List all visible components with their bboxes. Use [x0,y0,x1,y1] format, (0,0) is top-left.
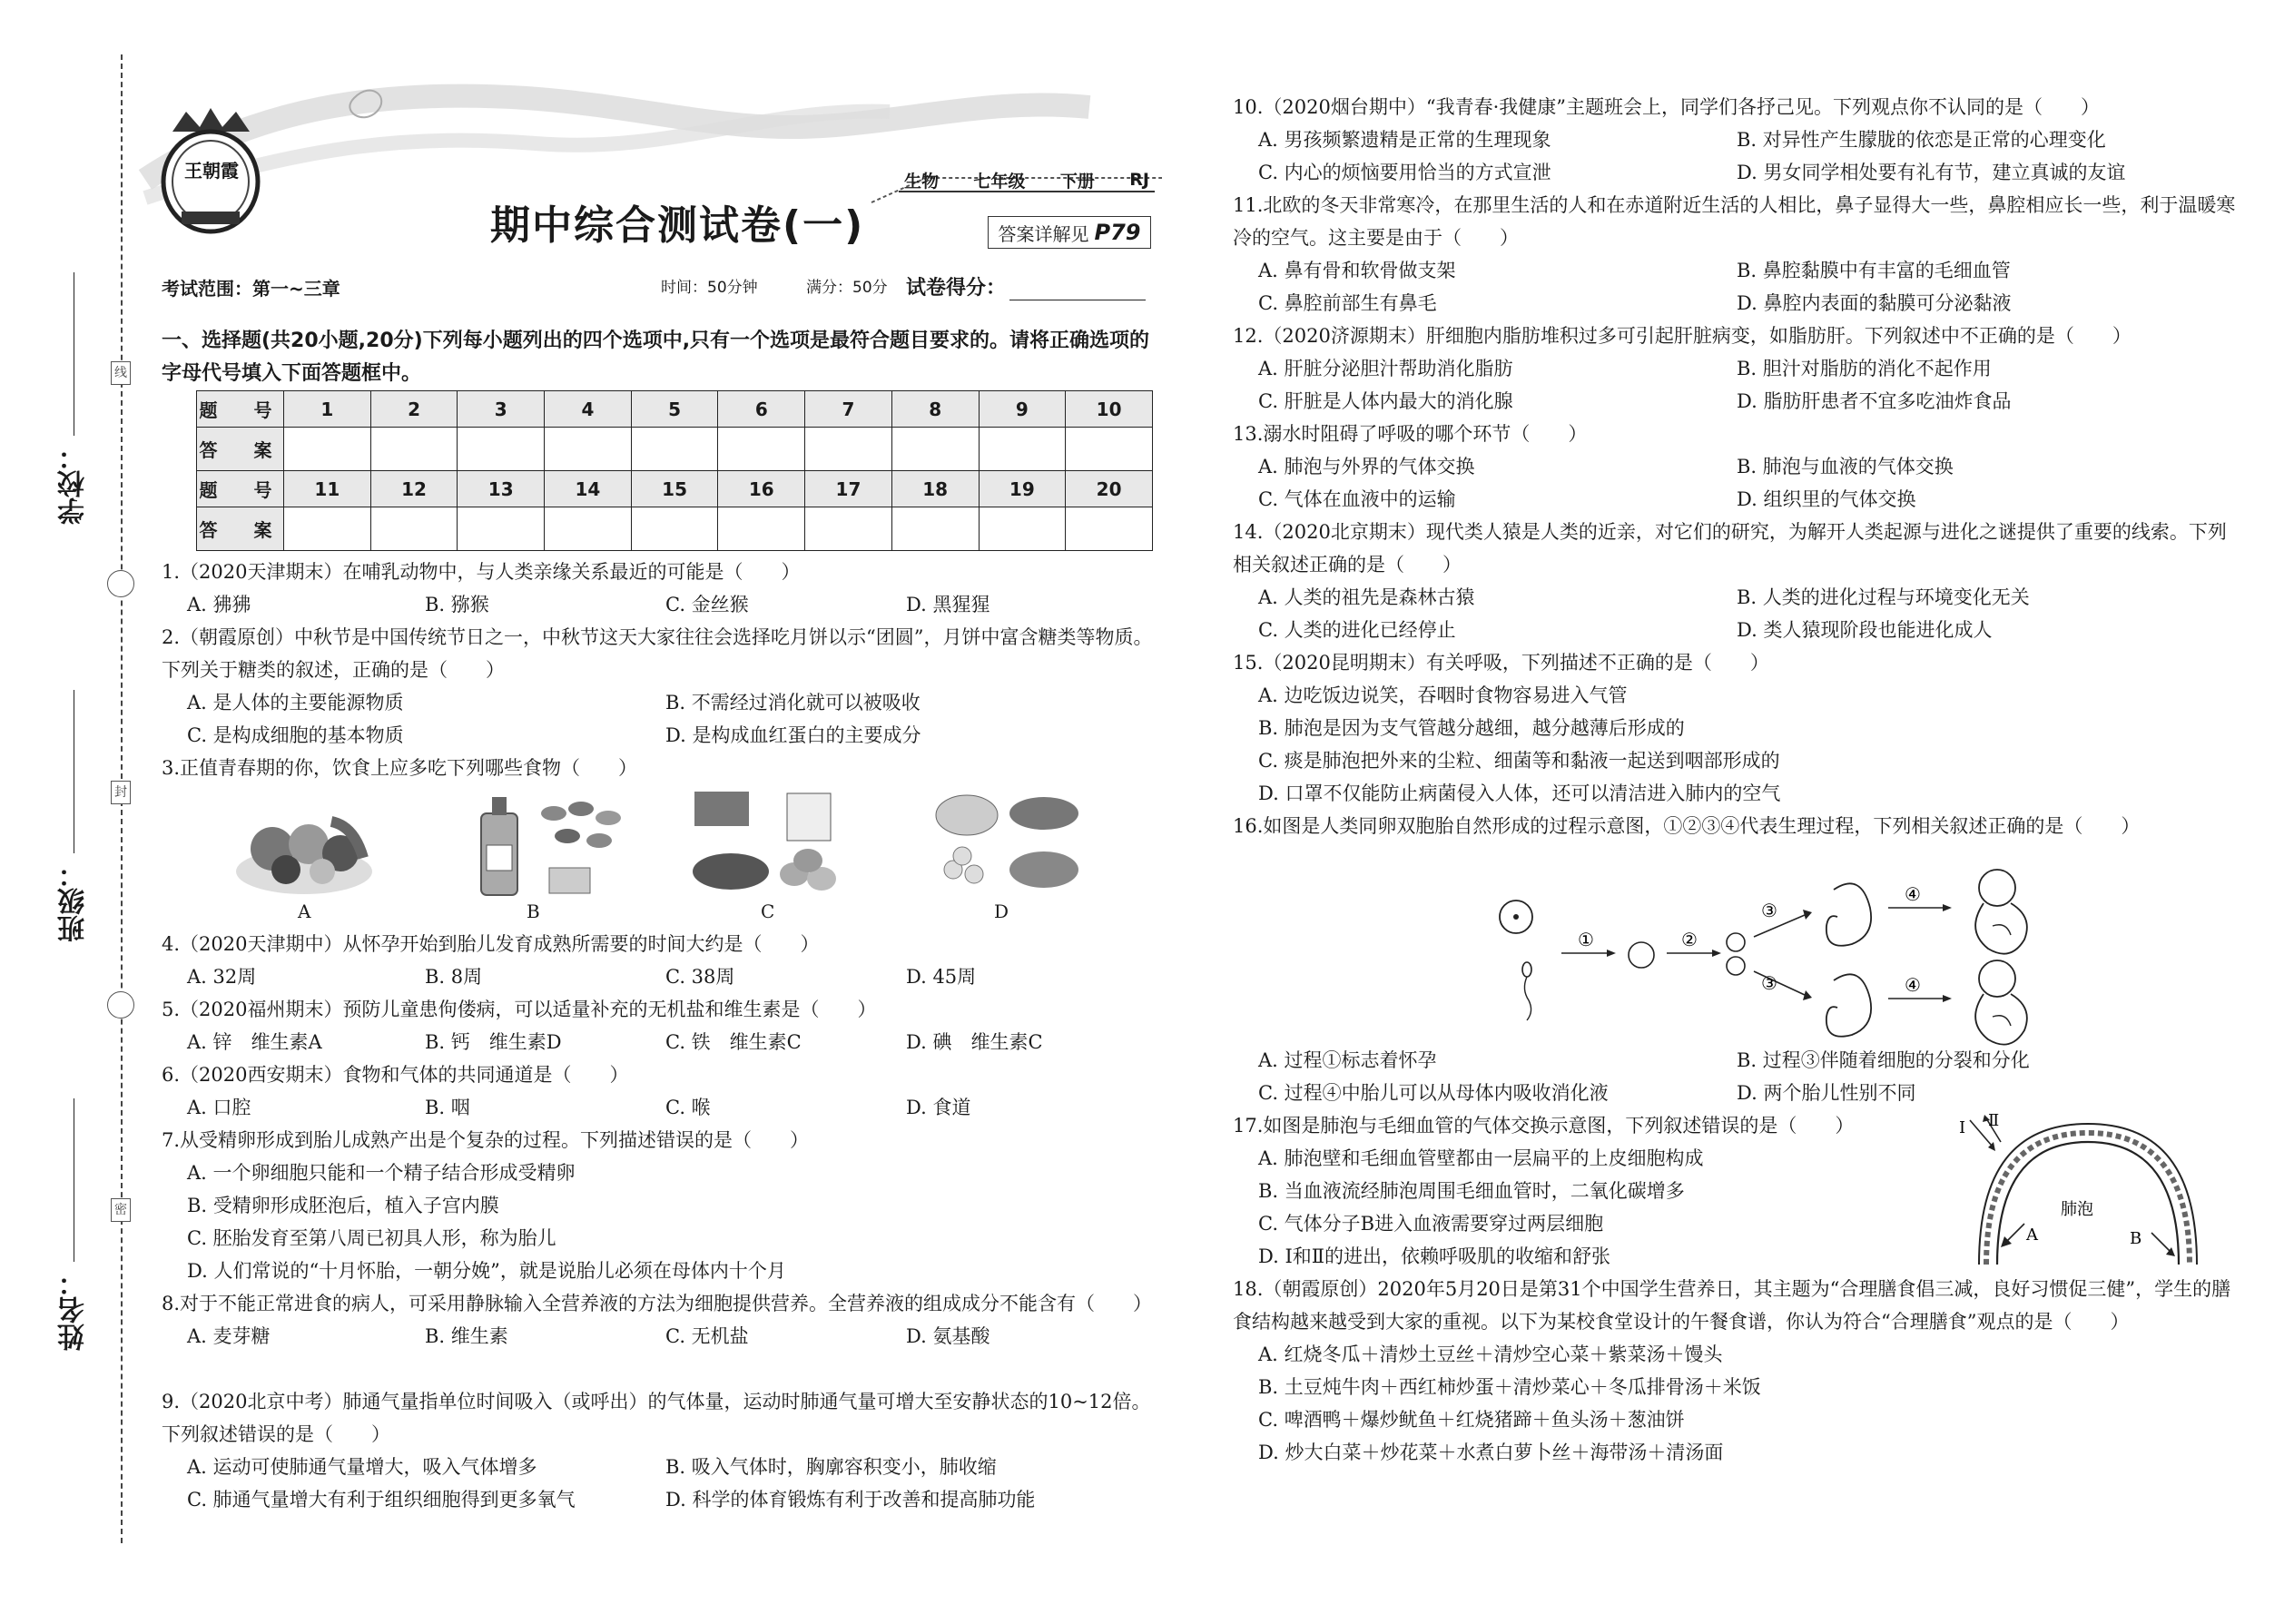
question-stem: 6.（2020西安期末）食物和气体的共同通道是（ ） [162,1064,629,1086]
question-stem: 1.（2020天津期末）在哺乳动物中，与人类亲缘关系最近的可能是（ ） [162,561,801,583]
question-options [162,1483,1156,1516]
question-6 [162,1058,1156,1124]
option-a[interactable]: A. 男孩频繁遗精是正常的生理现象 [1258,129,1551,151]
option-d[interactable]: D. 人们常说的“十月怀胎，一朝分娩”，就是说胎儿必须在母体内十个月 [187,1260,786,1282]
school-field[interactable] [54,272,109,525]
question-16 [1233,810,2236,842]
answer-grid-number: 4 [545,391,632,428]
name-input-line[interactable] [74,1098,75,1262]
question-options [1233,614,2236,646]
question-options [1233,1044,2236,1077]
option-a[interactable]: A. 人类的祖先是森林古猿 [1258,586,1475,608]
option-d[interactable]: D. 类人猿现阶段也能进化成人 [1737,619,1993,641]
answer-cell[interactable] [370,428,458,471]
answer-cell[interactable] [891,428,979,471]
question-options [1233,156,2236,189]
exam-score-field[interactable] [906,272,1146,300]
school-label: 学校： [58,443,90,525]
option-a[interactable]: A. 肝脏分泌胆汁帮助消化脂肪 [1258,358,1513,379]
option-d[interactable]: D. 黑猩猩 [906,594,990,615]
option-d[interactable]: D. 口罩不仅能防止病菌侵入人体，还可以清洁进入肺内的空气 [1258,782,1781,804]
food-label-a: A [298,901,311,922]
punch-hole-icon [107,570,134,597]
option-c[interactable]: C. 痰是肺泡把外来的尘粒、细菌等和黏液一起送到咽部形成的 [1258,750,1780,772]
fetus-upper [1975,870,2027,954]
capillary-outer [1979,1124,2197,1265]
question-10 [1233,91,2236,189]
option-c[interactable]: C. 鼻腔前部生有鼻毛 [1258,292,1437,314]
question-stem: 10.（2020烟台期中）“我青春·我健康”主题班会上，同学们各抒己见。下列观点你不认同的是（ ） [1233,96,2100,118]
answer-grid-label: 答 案 [197,428,284,471]
option-b[interactable]: B. 人类的进化过程与环境变化无关 [1737,586,2030,608]
option-b[interactable]: B. 受精卵形成胚泡后，植入子宫内膜 [187,1195,499,1216]
question-15 [1233,646,2236,810]
score-input-line[interactable] [1009,284,1146,300]
question-options [162,719,1156,752]
question-1 [162,556,1156,621]
option-d[interactable]: D. 鼻腔内表面的黏膜可分泌黏液 [1737,292,2012,314]
diagram-label-4-upper: ④ [1905,883,1921,905]
alveolus-capillary-diagram [1959,1111,2233,1269]
label-alveolus: 肺泡 [2061,1200,2093,1219]
class-label: 班级： [58,861,90,942]
answer-cell[interactable] [370,507,458,551]
punch-hole-icon [107,991,134,1019]
answer-grid-number: 6 [718,391,805,428]
meat-egg-milk-picture [685,788,849,899]
option-b[interactable]: B. 土豆炖牛肉＋西红柿炒蛋＋清炒菜心＋冬瓜排骨汤＋米饭 [1258,1376,1761,1398]
exam-scope: 考试范围：第一~三章 [162,278,340,300]
page-title: 期中综合测试卷(一) [490,202,865,249]
diagram-label-3-upper: ③ [1761,900,1777,921]
school-input-line[interactable] [74,272,75,436]
answer-cell[interactable] [458,428,545,471]
option-c[interactable]: C. 气体分子B进入血液需要穿过两层细胞 [1258,1213,1604,1235]
twin-formation-diagram [1489,862,2052,1044]
answer-grid-number: 11 [284,471,371,507]
option-d[interactable]: D. 碘 维生素C [906,1031,1043,1053]
answer-grid-number: 19 [979,471,1066,507]
margin-mark-feng: 封 [111,781,131,804]
embryo-upper [1826,883,1871,945]
option-c[interactable]: C. 喉 [665,1097,711,1118]
answer-cell[interactable] [718,507,805,551]
question-stem: 13.溺水时阻碍了呼吸的哪个环节（ ） [1233,423,1588,445]
question-options [1233,287,2236,320]
logo-text: 王朝霞 [184,160,239,182]
rice-and-tubers-picture [930,788,1085,899]
split-cell-upper [1727,933,1745,951]
option-a[interactable]: A. 红烧冬瓜＋清炒土豆丝＋清炒空心菜＋紫菜汤＋馒头 [1258,1343,1723,1365]
answer-cell[interactable] [1066,507,1153,551]
option-c[interactable]: C. 内心的烦恼要用恰当的方式宣泄 [1258,162,1551,183]
option-a[interactable]: A. 边吃饭边说笑，吞咽时食物容易进入气管 [1258,684,1628,706]
answer-cell[interactable] [284,507,371,551]
question-4 [162,928,1156,993]
answer-ref-label: 答案详解见 [998,222,1089,245]
score-label: 试卷得分： [906,277,1007,300]
question-options [1233,254,2236,287]
food-label-c: C [761,901,775,922]
label-roman-1: Ⅰ [1959,1118,1966,1137]
answer-grid-number: 12 [370,471,458,507]
option-b[interactable]: B. 咽 [425,1097,470,1118]
option-d[interactable]: D. 炒大白菜＋炒花菜＋水煮白萝卜丝＋海带汤＋清汤面 [1258,1442,1724,1463]
capillary-blood [1986,1133,2190,1265]
option-b[interactable]: B. 钙 维生素D [425,1031,562,1053]
food-label-b: B [527,901,540,922]
oil-and-nuts-picture [472,786,635,899]
fruit-picture [231,799,377,899]
question-stem: 4.（2020天津期中）从怀孕开始到胎儿发育成熟所需要的时间大约是（ ） [162,933,820,955]
answer-cell[interactable] [891,507,979,551]
option-a[interactable]: A. 过程①标志着怀孕 [1258,1049,1437,1071]
answer-cell[interactable] [805,507,892,551]
answer-grid-number-row [197,471,1153,507]
name-label: 姓名： [58,1269,90,1351]
question-stem: 2.（朝霞原创）中秋节是中国传统节日之一，中秋节这天大家往往会选择吃月饼以示“团圆”，月饼中富含糖类等物质。下列关于糖类的叙述，正确的是（ ） [162,626,1153,681]
option-c[interactable]: C. 无机盐 [665,1325,749,1347]
answer-grid-number: 7 [805,391,892,428]
answer-cell[interactable] [545,507,632,551]
option-a[interactable]: A. 32周 [187,966,257,988]
question-stem: 3.正值青春期的你，饮食上应多吃下列哪些食物（ ） [162,757,638,779]
option-a[interactable]: A. 狒狒 [187,594,251,615]
answer-cell[interactable] [545,428,632,471]
question-stem: 16.如图是人类同卵双胞胎自然形成的过程示意图，①②③④代表生理过程，下列相关叙述正确的是（ ） [1233,815,2141,837]
question-13 [1233,418,2236,516]
question-options [1233,581,2236,614]
answer-grid-number: 8 [891,391,979,428]
answer-grid-answer-row [197,428,1153,471]
label-gas-b: B [2130,1229,2142,1248]
diagram-label-1: ① [1578,929,1594,950]
subject-tag-grade: 七年级 [973,171,1026,192]
subject-tag-volume: 下册 [1059,171,1095,192]
question-11 [1233,189,2236,320]
option-d[interactable]: D. 组织里的气体交换 [1737,488,1916,510]
option-d[interactable]: D. 科学的体育锻炼有利于改善和提高肺功能 [665,1489,1036,1511]
answer-cell[interactable] [284,428,371,471]
question-12 [1233,320,2236,418]
question-stem: 14.（2020北京期末）现代类人猿是人类的近亲，对它们的研究，为解开人类起源与进化之谜提供了重要的线索。下列相关叙述正确的是（ ） [1233,521,2227,576]
option-b[interactable]: B. 8周 [425,966,483,988]
option-b[interactable]: B. 猕猴 [425,594,489,615]
answer-grid-number: 14 [545,471,632,507]
question-stem: 5.（2020福州期末）预防儿童患佝偻病，可以适量补充的无机盐和维生素是（ ） [162,999,877,1020]
option-a[interactable]: A. 一个卵细胞只能和一个精子结合形成受精卵 [187,1162,576,1184]
answer-grid-number: 13 [458,471,545,507]
question-stem: 9.（2020北京中考）肺通气量指单位时间吸入（或呼出）的气体量，运动时肺通气量可增大至安静状态的10~12倍。下列叙述错误的是（ ） [162,1391,1151,1445]
question-options [162,1026,1156,1058]
question-stem: 8.对于不能正常进食的病人，可采用静脉输入全营养液的方法为细胞提供营养。全营养液的组成成分不能含有（ ） [162,1293,1153,1314]
answer-grid-label: 题 号 [197,391,284,428]
option-c[interactable]: C. 过程④中胎儿可以从母体内吸收消化液 [1258,1082,1609,1104]
name-field[interactable] [54,1098,109,1351]
option-c[interactable]: C. 人类的进化已经停止 [1258,619,1456,641]
zygote [1629,942,1654,968]
option-c[interactable]: C. 气体在血液中的运输 [1258,488,1456,510]
answer-cell[interactable] [979,428,1066,471]
option-a[interactable]: A. 锌 维生素A [187,1031,322,1053]
option-c[interactable]: C. 肺通气量增大有利于组织细胞得到更多氧气 [187,1489,576,1511]
margin-mark-mi: 密 [111,1198,131,1222]
question-16-options [1233,1044,2236,1109]
option-d[interactable]: D. 男女同学相处要有礼有节，建立真诚的友谊 [1737,162,2126,183]
question-options [162,960,1156,993]
exam-full-score: 满分：50分 [806,279,888,297]
option-b[interactable]: B. 鼻腔黏膜中有丰富的毛细血管 [1737,260,2011,281]
question-7 [162,1124,1156,1287]
option-d[interactable]: D. 是构成血红蛋白的主要成分 [665,724,921,746]
question-options [162,1451,1156,1483]
question-stem: 11.北欧的冬天非常寒冷，在那里生活的人和在赤道附近生活的人相比，鼻子显得大一些，鼻腔相应长一些，利于温暖寒冷的空气。这主要是由于（ ） [1233,194,2236,249]
answer-cell[interactable] [979,507,1066,551]
answer-grid-number: 2 [370,391,458,428]
answer-cell[interactable] [1066,428,1153,471]
option-b[interactable]: B. 当血液流经肺泡周围毛细血管时，二氧化碳增多 [1258,1180,1685,1202]
option-d[interactable]: D. 氨基酸 [906,1325,990,1347]
option-d[interactable]: D. 食道 [906,1097,971,1118]
question-8 [162,1287,1156,1353]
answer-grid-number: 5 [631,391,718,428]
answer-cell[interactable] [805,428,892,471]
question-options [1233,450,2236,483]
subject-tag-edition: RJ [1129,170,1149,190]
option-d[interactable]: D. 45周 [906,966,977,988]
question-options [1233,1077,2236,1109]
answer-grid-label: 题 号 [197,471,284,507]
question-options [162,588,1156,621]
label-roman-2: Ⅱ [1988,1111,2000,1130]
sperm-cell [1522,962,1531,1020]
option-a[interactable]: A. 鼻有骨和软骨做支架 [1258,260,1456,281]
option-b[interactable]: B. 肺泡是因为支气管越分越细，越分越薄后形成的 [1258,717,1685,739]
question-options [1233,483,2236,516]
answer-cell[interactable] [718,428,805,471]
answer-grid-number: 16 [718,471,805,507]
question-options [162,1091,1156,1124]
answer-grid-number: 15 [631,471,718,507]
diagram-label-4-lower: ④ [1905,974,1921,996]
label-gas-a: A [2026,1225,2038,1245]
margin-mark-xian: 线 [111,361,131,385]
answer-grid [196,390,1153,551]
option-d[interactable]: D. Ⅰ和Ⅱ的进出，依赖呼吸肌的收缩和舒张 [1258,1245,1611,1267]
question-stem: 17.如图是肺泡与毛细血管的气体交换示意图，下列叙述错误的是（ ） [1233,1115,1855,1137]
subject-tags [899,169,1155,192]
option-d[interactable]: D. 两个胎儿性别不同 [1737,1082,1916,1104]
answer-grid-number: 9 [979,391,1066,428]
question-options [1233,385,2236,418]
question-options [1233,352,2236,385]
answer-grid-label: 答 案 [197,507,284,551]
question-14 [1233,516,2236,646]
question-options [162,686,1156,719]
answer-grid-number: 3 [458,391,545,428]
section-1-heading: 一、选择题(共20小题,20分)下列每小题列出的四个选项中,只有一个选项是最符合题目要求的。请将正确选项的字母代号填入下面答题框中。 [162,330,1150,385]
answer-grid-number: 10 [1066,391,1153,428]
option-a[interactable]: A. 运动可使肺通气量增大，吸入气体增多 [187,1456,537,1478]
question-18 [1233,1273,2236,1469]
option-c[interactable]: C. 啤酒鸭＋爆炒鱿鱼＋红烧猪蹄＋鱼头汤＋葱油饼 [1258,1409,1685,1431]
option-c[interactable]: C. 胚胎发育至第八周已初具人形，称为胎儿 [187,1227,556,1249]
option-b[interactable]: B. 胆汁对脂肪的消化不起作用 [1737,358,1992,379]
option-b[interactable]: B. 维生素 [425,1325,508,1347]
option-c[interactable]: C. 肝脏是人体内最大的消化腺 [1258,390,1513,412]
option-d[interactable]: D. 脂肪肝患者不宜多吃油炸食品 [1737,390,2012,412]
answer-grid-answer-row [197,507,1153,551]
option-c[interactable]: C. 铁 维生素C [665,1031,802,1053]
option-a[interactable]: A. 麦芽糖 [187,1325,271,1347]
option-b[interactable]: B. 过程③伴随着细胞的分裂和分化 [1737,1049,2030,1071]
answer-cell[interactable] [458,507,545,551]
answer-cell[interactable] [631,428,718,471]
embryo-lower [1826,974,1871,1036]
answer-grid-number-row [197,391,1153,428]
question-17 [1233,1109,1959,1273]
answer-grid-number: 18 [891,471,979,507]
arrow-gas-a [2006,1224,2024,1242]
question-stem: 15.（2020昆明期末）有关呼吸，下列描述不正确的是（ ） [1233,652,1769,674]
answer-ref-page: P79 [1094,220,1141,245]
answer-cell[interactable] [631,507,718,551]
option-a[interactable]: A. 肺泡壁和毛细血管壁都由一层扁平的上皮细胞构成 [1258,1147,1704,1169]
option-b[interactable]: B. 对异性产生朦胧的依恋是正常的心理变化 [1737,129,2106,151]
exam-time: 时间：50分钟 [661,279,758,297]
answer-grid-number: 17 [805,471,892,507]
question-5 [162,993,1156,1058]
class-input-line[interactable] [74,690,75,853]
arrow-gas-b [2151,1233,2170,1251]
option-a[interactable]: A. 肺泡与外界的气体交换 [1258,456,1475,477]
option-c[interactable]: C. 38周 [665,966,735,988]
answer-grid-number: 20 [1066,471,1153,507]
option-a[interactable]: A. 是人体的主要能源物质 [187,692,404,714]
answer-reference-box [988,216,1151,249]
question-options [1233,123,2236,156]
question-9 [162,1385,1156,1516]
fetus-lower [1975,960,2027,1045]
question-options [162,1320,1156,1353]
option-c[interactable]: C. 是构成细胞的基本物质 [187,724,404,746]
split-cell-lower [1727,957,1745,975]
question-stem: 12.（2020济源期末）肝细胞内脂肪堆积过多可引起肝脏病变，如脂肪肝。下列叙述中不正确的是（ ） [1233,325,2132,347]
option-c[interactable]: C. 金丝猴 [665,594,749,615]
option-b[interactable]: B. 不需经过消化就可以被吸收 [665,692,921,714]
option-a[interactable]: A. 口腔 [187,1097,251,1118]
answer-grid-number: 1 [284,391,371,428]
question-2 [162,621,1156,752]
food-label-d: D [994,901,1009,922]
diagram-label-3-lower: ③ [1761,972,1777,994]
option-b[interactable]: B. 吸入气体时，胸廓容积变小，肺收缩 [665,1456,997,1478]
diagram-label-2: ② [1681,929,1698,950]
option-b[interactable]: B. 肺泡与血液的气体交换 [1737,456,1954,477]
subject-tag-biology: 生物 [904,171,940,192]
class-field[interactable] [54,690,109,942]
question-stem: 7.从受精卵形成到胎儿成熟产出是个复杂的过程。下列描述错误的是（ ） [162,1129,810,1151]
question-3 [162,752,1156,784]
question-stem: 18.（朝霞原创）2020年5月20日是第31个中国学生营养日，其主题为“合理膳食倡三减，良好习惯促三健”，学生的膳食结构越来越受到大家的重视。以下为某校食堂设计的午餐食谱，你认为符合“合理膳食”观点的是（ ） [1233,1278,2231,1333]
